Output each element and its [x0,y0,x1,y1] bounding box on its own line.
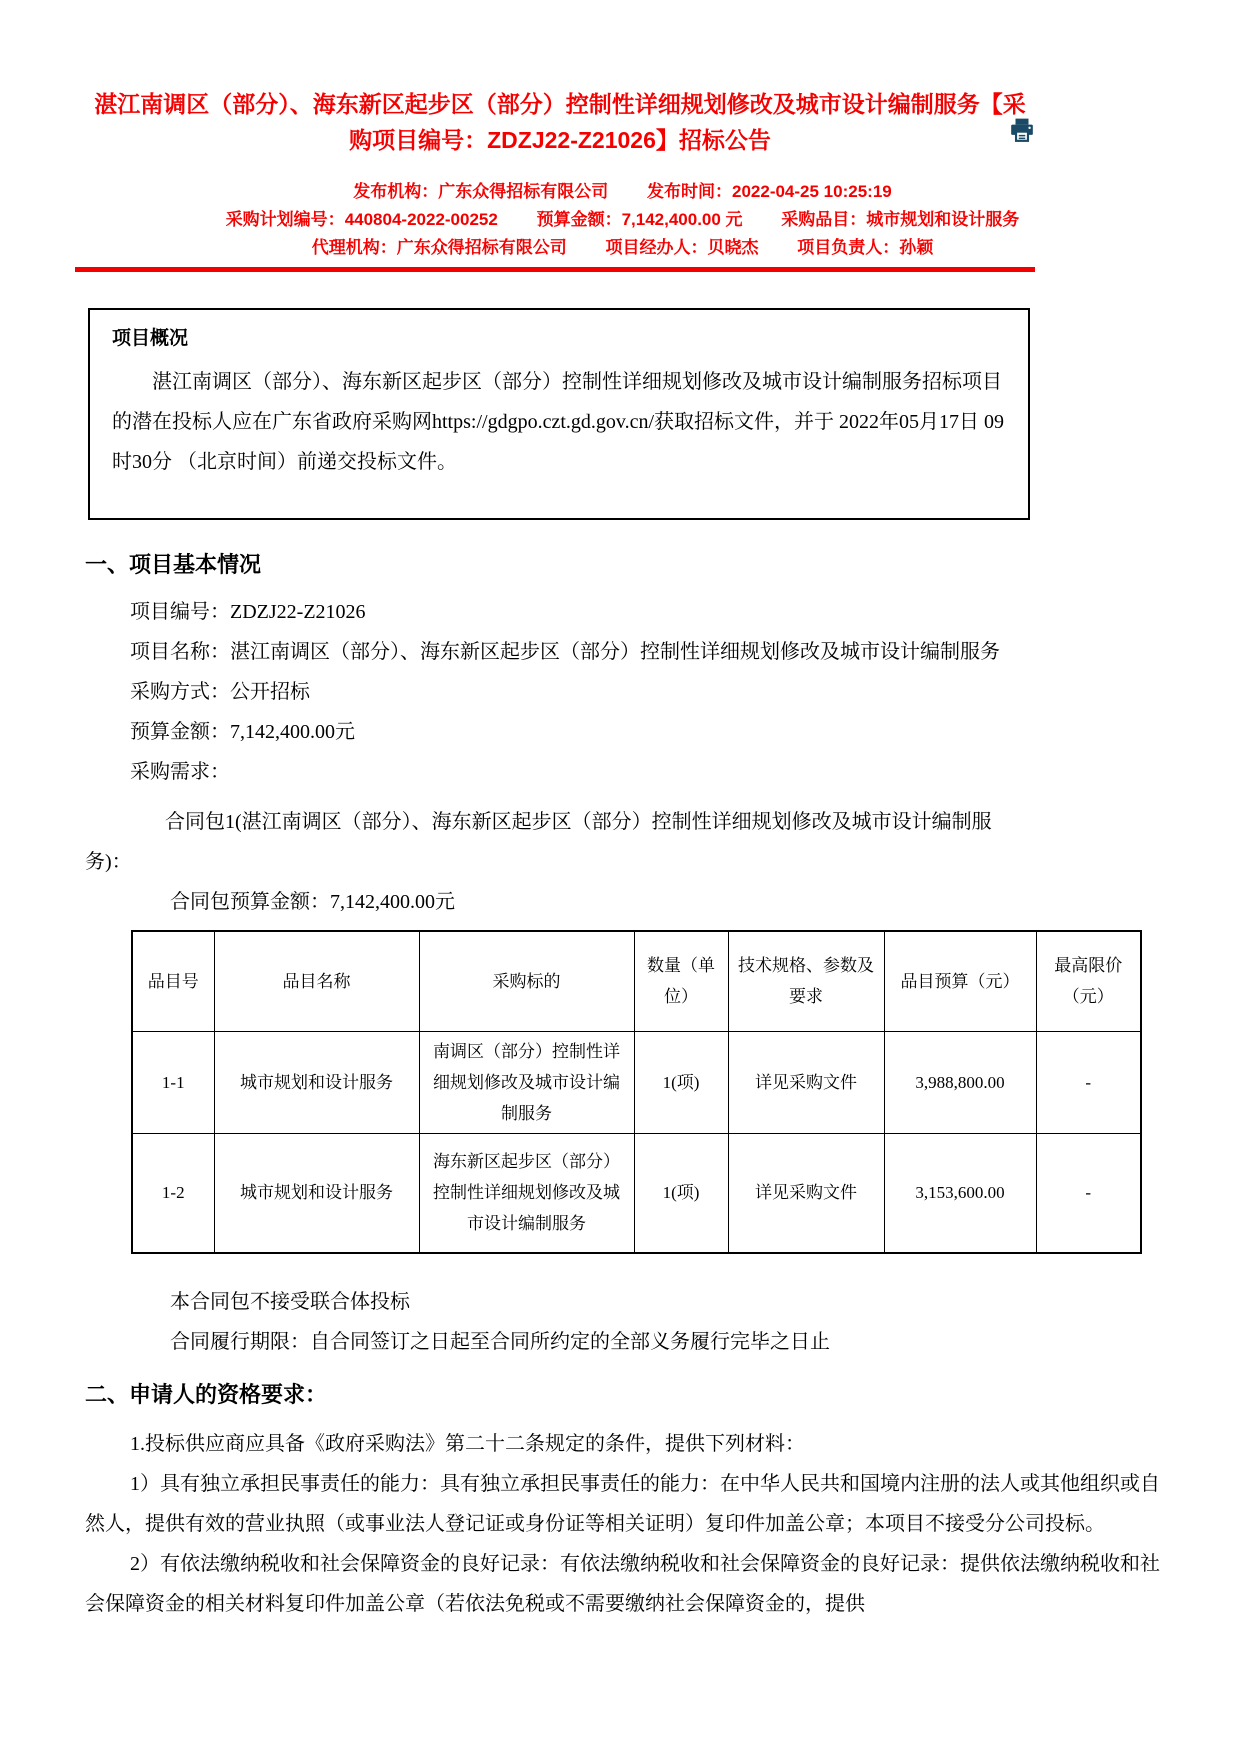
cell-price-cap: - [1036,1031,1141,1133]
note-contract-term: 合同履行期限：自合同签订之日起至合同所约定的全部义务履行完毕之日止 [170,1331,830,1353]
meta-value: 440804-2022-00252 [344,210,498,229]
meta-line-2 [85,206,1160,234]
overview-paragraph: 湛江南调区（部分）、海东新区起步区（部分）控制性详细规划修改及城市设计编制服务招标项目的潜在投标人应在广东省政府采购网https://gdgpo.czt.gd.gov.cn/获取招标文件，并于 2022年05月17日 09时30分 （北京时间）前递交投标文件。 [112,371,1005,473]
contract-package-desc: 合同包1(湛江南调区（部分）、海东新区起步区（部分）控制性详细规划修改及城市设计编制服务)： [85,811,992,873]
project-info-list [85,592,1160,792]
contract-package-budget: 合同包预算金额：7,142,400.00元 [170,891,455,913]
cell-quantity: 1(项) [634,1133,728,1253]
meta-value: 7,142,400.00 元 [621,210,743,229]
project-number: 项目编号：ZDZJ22-Z21026 [130,601,366,623]
overview-box [88,308,1030,520]
meta-label: 代理机构： [311,238,397,257]
meta-label: 项目经办人： [605,238,708,257]
red-divider [75,267,1035,272]
requirement-intro: 1.投标供应商应具备《政府采购法》第二十二条规定的条件，提供下列材料： [130,1433,805,1455]
procurement-demand: 采购需求： [130,761,230,783]
col-header-target: 采购标的 [419,931,634,1031]
cell-price-cap: - [1036,1133,1141,1253]
cell-target: 南调区（部分）控制性详细规划修改及城市设计编制服务 [419,1031,634,1133]
page-title: 湛江南调区（部分）、海东新区起步区（部分）控制性详细规划修改及城市设计编制服务【采购项目编号：ZDZJ22-Z21026】招标公告 [94,91,1026,153]
table-row [132,1031,1141,1133]
requirement-item-2: 2）有依法缴纳税收和社会保障资金的良好记录：有依法缴纳税收和社会保障资金的良好记录：提供依法缴纳税收和社会保障资金的相关材料复印件加盖公章（若依法免税或不需要缴纳社会保障资金的，提供 [85,1553,1160,1615]
meta-value: 孙颖 [899,238,934,257]
meta-label: 发布时间： [647,182,732,201]
cell-budget: 3,153,600.00 [884,1133,1036,1253]
table-header-row [132,931,1141,1031]
cell-target: 海东新区起步区（部分）控制性详细规划修改及城市设计编制服务 [419,1133,634,1253]
project-name: 项目名称：湛江南调区（部分）、海东新区起步区（部分）控制性详细规划修改及城市设计编制服务 [130,641,1000,663]
items-table [131,930,1142,1254]
cell-item-name: 城市规划和设计服务 [214,1133,419,1253]
budget-amount: 预算金额：7,142,400.00元 [130,721,355,743]
col-header-item-no: 品目号 [132,931,214,1031]
overview-heading: 项目概况 [112,328,189,349]
meta-label: 预算金额： [536,210,622,229]
meta-label: 发布机构： [353,182,439,201]
meta-value: 贝晓杰 [707,238,759,257]
section1-heading: 一、项目基本情况 [85,552,262,577]
cell-item-no: 1-2 [132,1133,214,1253]
requirement-item-1: 1）具有独立承担民事责任的能力：具有独立承担民事责任的能力：在中华人民共和国境内注册的法人或其他组织或自然人，提供有效的营业执照（或事业法人登记证或身份证等相关证明）复印件加盖公章；本项目不接受分公司投标。 [85,1473,1160,1535]
cell-budget: 3,988,800.00 [884,1031,1036,1133]
cell-quantity: 1(项) [634,1031,728,1133]
col-header-quantity: 数量（单位） [634,931,728,1031]
col-header-item-name: 品目名称 [214,931,419,1031]
procurement-method: 采购方式：公开招标 [130,681,310,703]
meta-value: 广东众得招标有限公司 [396,238,567,257]
meta-label: 项目负责人： [797,238,900,257]
cell-item-name: 城市规划和设计服务 [214,1031,419,1133]
cell-item-no: 1-1 [132,1031,214,1133]
meta-line-1 [85,178,1160,206]
meta-block [85,178,1160,262]
col-header-price-cap: 最高限价（元） [1036,931,1141,1031]
meta-label: 采购计划编号： [225,210,345,229]
cell-spec: 详见采购文件 [728,1133,884,1253]
meta-label: 采购品目： [781,210,867,229]
note-no-consortium: 本合同包不接受联合体投标 [170,1291,410,1313]
meta-value: 广东众得招标有限公司 [438,182,609,201]
meta-line-3 [85,234,1160,262]
section2-heading: 二、申请人的资格要求： [85,1382,328,1407]
col-header-spec: 技术规格、参数及要求 [728,931,884,1031]
col-header-budget: 品目预算（元） [884,931,1036,1031]
cell-spec: 详见采购文件 [728,1031,884,1133]
printer-icon [1009,117,1035,143]
print-button[interactable] [1008,116,1036,144]
meta-value: 城市规划和设计服务 [866,210,1020,229]
table-row [132,1133,1141,1253]
meta-value: 2022-04-25 10:25:19 [732,182,892,201]
